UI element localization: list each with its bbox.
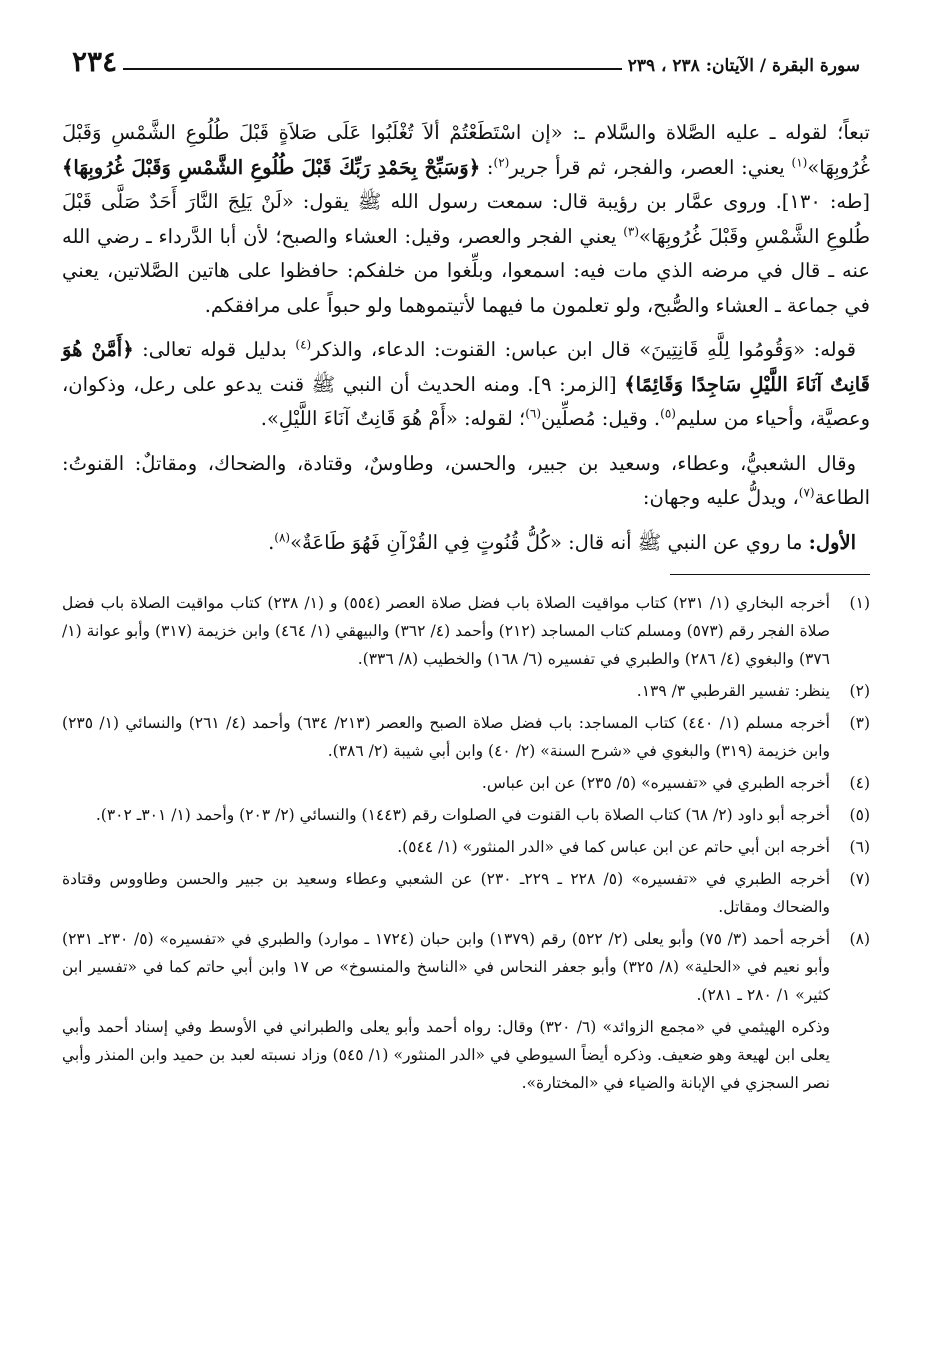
text-run: بدليل قوله تعالى:: [133, 338, 296, 361]
footnote: [62, 677, 870, 705]
footnote-text: أخرجه ابن أبي حاتم عن ابن عباس كما في «الدر المنثور» (١/ ٥٤٤).: [397, 838, 830, 856]
footnote-number: (٤): [849, 774, 870, 792]
quran-verse: ﴿أَمَّنْ هُوَ قَانِتٌ آنَاءَ اللَّيْلِ سَاجِدًا وَقَائِمًا﴾: [62, 338, 870, 396]
footnote-text: أخرجه الطبري في «تفسيره» (٥/ ٢٢٨ ـ ٢٢٩ـ ٢٣٠) عن الشعبي وعطاء وسعيد بن جبير والحسن وطاووس وقتادة والضحاك ومقاتل.: [62, 870, 831, 916]
page-number: ٢٣٤: [72, 45, 118, 78]
footnote-separator: [670, 574, 870, 575]
footnote: [62, 801, 870, 829]
text-run: .: [268, 530, 275, 554]
paragraph-1: [62, 116, 870, 323]
footnote-continuation: وذكره الهيثمي في «مجمع الزوائد» (٦/ ٣٢٠) وقال: رواه أحمد وأبو يعلى والطبراني في الأوسط وفي إسناد أحمد وأبي يعلى ابن لهيعة وهو ضعيف. وذكره أيضاً السيوطي في «الدر المنثور» (١/ ٥٤٥) وزاد نسبته لعبد بن حميد وابن المنذر وأبي نصر السجزي في الإبانة والضياء في «المختارة».: [62, 1018, 830, 1092]
footnote-number: (٨): [849, 930, 870, 948]
footnote-ref-6[interactable]: (٦): [525, 406, 542, 421]
footnote-number: (٣): [849, 714, 870, 732]
text-run: ما روي عن النبي ﷺ أنه قال: «كُلُّ قُنُوتٍ فِي القُرْآنِ فَهُوَ طَاعَةٌ»: [290, 530, 809, 554]
footnotes: [62, 589, 870, 1097]
text-run: :: [480, 155, 494, 179]
text-run: تبعاً؛ لقوله ـ عليه الصَّلاة والسَّلام ـ: «إن اسْتَطَعْتُمْ ألاَ تُغْلَبُوا عَلَى صَلاَةٍ قَبْلَ طُلُوعِ الشَّمْسِ وَقَبْلَ غُرُوبِهَا»: [62, 121, 870, 179]
text-run: [الزمر: ٩]. ومنه الحديث أن النبي ﷺ قنت يدعو على رعل، وذكوان، وعصيَّة، وأحياء من سليم: [62, 372, 870, 430]
footnote-separator-wrap: [62, 574, 870, 575]
footnote: [62, 589, 870, 673]
text-run: ، ويدلُّ عليه وجهان:: [642, 486, 799, 509]
footnote-ref-5[interactable]: (٥): [660, 406, 676, 421]
footnote-text: أخرجه الطبري في «تفسيره» (٥/ ٢٣٥) عن ابن عباس.: [481, 774, 830, 792]
footnote-text: أخرجه مسلم (١/ ٤٤٠) كتاب المساجد: باب فضل صلاة الصبح والعصر (٢١٣/ ٦٣٤) وأحمد (٤/ ٢٦١) والنسائي (١/ ٢٣٥) وابن خزيمة (٣١٩) والبغوي في «شرح السنة» (٢/ ٤٠) وابن أبي شيبة (٢/ ٣٨٦).: [62, 714, 830, 760]
footnote-ref-4[interactable]: (٤): [295, 337, 312, 352]
paragraph-2: [62, 333, 870, 437]
footnote-ref-1[interactable]: (١): [791, 155, 808, 169]
footnote-text: ينظر: تفسير القرطبي ٣/ ١٣٩.: [636, 682, 830, 700]
footnote: [62, 769, 870, 797]
footnote-ref-3[interactable]: (٣): [623, 224, 640, 238]
footnote: [62, 925, 870, 1009]
footnote-text: أخرجه أحمد (٣/ ٧٥) وأبو يعلى (٢/ ٥٢٢) رقم (١٣٧٩) وابن حبان (١٧٢٤ ـ موارد) والطبري في «تفسيره» (٥/ ٢٣٠ـ ٢٣١) وأبو نعيم في «الحلية» (٨/ ٣٢٥) وأبو جعفر النحاس في «الناسخ والمنسوخ» ص ١٧ وابن أبي حاتم كما في «تفسير ابن كثير» ١/ ٢٨٠ ـ ٢٨١).: [62, 930, 831, 1004]
text-run: ؛ لقوله: «أَمْ هُوَ قَانِتٌ آنَاءَ اللَّيْلِ».: [260, 407, 526, 430]
text-run: يعني: العصر، والفجر، ثم قرأ جرير: [509, 155, 792, 179]
footnote-ref-8[interactable]: (٨): [274, 530, 291, 544]
footnote-number: (٦): [849, 838, 870, 856]
text-run: [طه: ١٣٠]. وروى عمَّار بن رؤيبة قال: سمعت رسول الله ﷺ يقول: «لَنْ يَلِجَ النَّارَ أَحَدٌ صَلَّى قَبْلَ طُلوعِ الشَّمْسِ وقَبْلَ غُرُوبِهَا»: [62, 190, 870, 248]
footnote: [62, 833, 870, 861]
footnote-text: أخرجه أبو داود (٢/ ٦٨) كتاب الصلاة باب القنوت في الصلوات رقم (١٤٤٣) والنسائي (٢/ ٢٠٣) وأحمد (١/ ٣٠١ـ ٣٠٢).: [95, 806, 830, 824]
paragraph-4: [62, 526, 870, 561]
point-label: الأول:: [808, 530, 856, 554]
running-header: [62, 40, 870, 76]
footnote: [62, 865, 870, 921]
footnote-number: (٥): [849, 806, 870, 824]
footnote-text: أخرجه البخاري (١/ ٢٣١) كتاب مواقيت الصلاة باب فضل صلاة العصر (٥٥٤) و (١/ ٢٣٨) كتاب مواقيت الصلاة باب فضل صلاة الفجر رقم (٥٧٣) ومسلم كتاب المساجد (٢١٢) وأحمد (٤/ ٣٦٢) والبيهقي (١/ ٤٦٤) وابن خزيمة (٣١٧) وأبو عوانة (١/ ٣٧٦) والبغوي (٤/ ٢٨٦) والطبري في تفسيره (٦/ ١٦٨) والخطيب (٨/ ٣٣٦).: [62, 594, 831, 668]
book-page: [62, 40, 870, 1097]
quran-verse: ﴿وَسَبِّحْ بِحَمْدِ رَبِّكَ قَبْلَ طُلُوعِ الشَّمْسِ وَقَبْلَ غُرُوبِهَا﴾: [62, 155, 481, 179]
paragraph-3: [62, 447, 870, 516]
text-run: قوله: «وَقُومُوا لِلَّهِ قَانِتِينَ» قال ابن عباس: القنوت: الدعاء، والذكر: [311, 338, 856, 361]
footnote: [62, 709, 870, 765]
header-title: سورة البقرة / الآيتان: ٢٣٨ ، ٢٣٩: [627, 56, 860, 76]
footnote-ref-7[interactable]: (٧): [798, 485, 815, 500]
header-rule: [123, 68, 622, 70]
footnote-number: (٢): [849, 682, 870, 700]
footnote-number: (٧): [849, 870, 870, 888]
footnote-number: (١): [849, 594, 870, 612]
text-run: . وقيل: مُصلِّين: [541, 407, 661, 430]
footnote-ref-2[interactable]: (٢): [493, 155, 510, 169]
text-run: وقال الشعبيُّ، وعطاء، وسعيد بن جبير، والحسن، وطاوسٌ، وقتادة، والضحاك، ومقاتلٌ: القنوتُ: الطاعة: [62, 451, 870, 509]
main-text: [62, 116, 870, 560]
text-run: يعني الفجر والعصر، وقيل: العشاء والصبح؛ لأن أبا الدَّرداء ـ رضي الله عنه ـ قال في مرضه الذي مات فيه: اسمعوا، وبلِّغوا من خلفكم: حافظوا على هاتين الصَّلاتين، يعني في جماعة ـ العشاء والصُّبح، ولو تعلمون ما فيهما لأتيتموهما ولو حبواً على مرافقكم.: [62, 224, 870, 317]
